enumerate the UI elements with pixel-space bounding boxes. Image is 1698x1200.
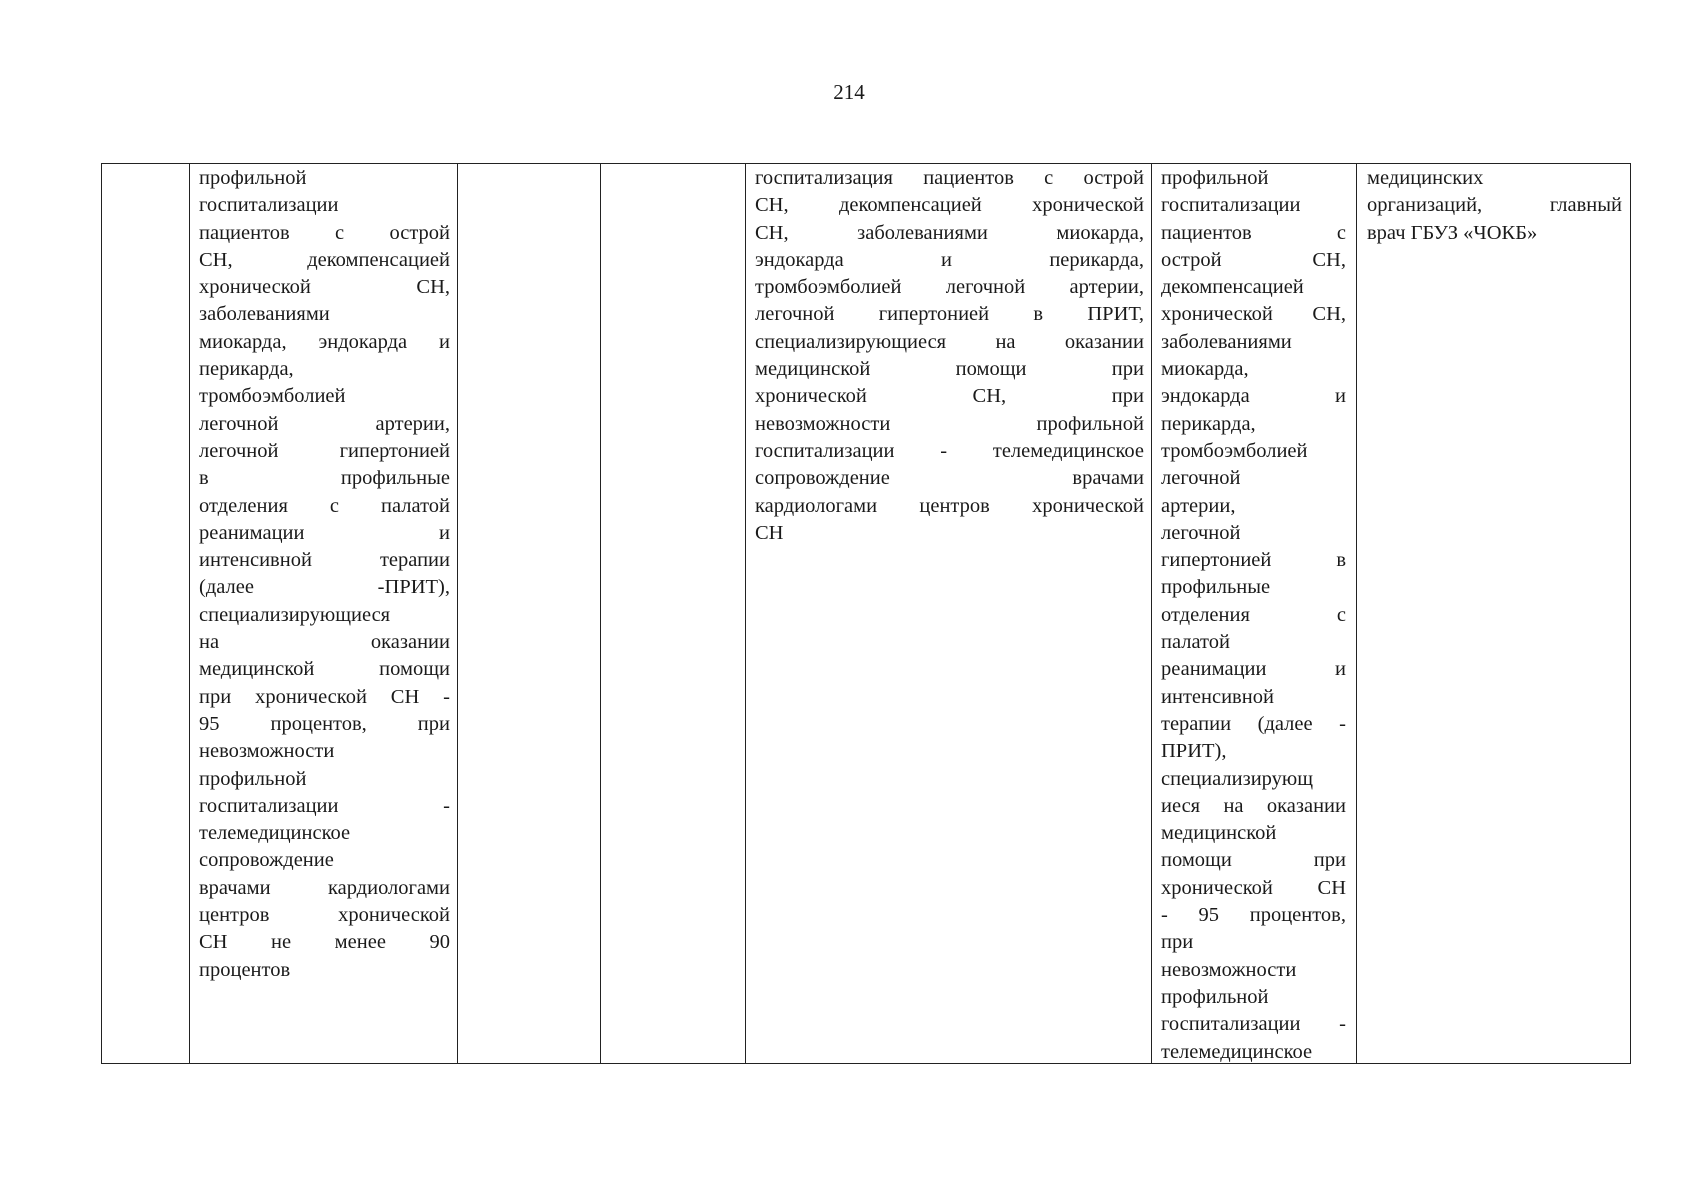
text-line: интенсивной [1161, 685, 1274, 708]
text-line: сопровождение врачами [755, 467, 1144, 490]
text-line: пациентов с [1161, 221, 1346, 244]
text-line: специализирующ [1161, 767, 1313, 790]
text-line: хронической СН, [199, 276, 450, 299]
table-cell-2 [189, 164, 457, 1063]
text-line: специализирующиеся [199, 603, 391, 626]
text-line: реанимации и [199, 521, 450, 544]
text-line: телемедицинское [1161, 1040, 1313, 1063]
text-line: хронической СН, при [755, 385, 1144, 408]
text-line: при хронической СН - [199, 685, 450, 708]
text-line: госпитализации - [1161, 1013, 1346, 1036]
table-cell-7 [1356, 164, 1630, 1063]
text-line: гипертонией в [1161, 549, 1346, 572]
text-line: невозможности профильной [755, 412, 1144, 435]
text-line: (далее -ПРИТ), [199, 576, 450, 599]
text-line: тромбоэмболией [1161, 439, 1308, 462]
text-line: интенсивной терапии [199, 549, 450, 572]
text-line: невозможности [199, 740, 335, 763]
text-line: врачами кардиологами [199, 876, 450, 899]
text-line: телемедицинское [199, 822, 351, 845]
text-line: сопровождение [199, 849, 334, 872]
text-line: эндокарда и перикарда, [755, 248, 1144, 271]
text-line: заболеваниями [199, 303, 330, 326]
text-line: при [1161, 931, 1194, 954]
cell-text-col5 [746, 164, 1151, 547]
text-line: - 95 процентов, [1161, 904, 1346, 927]
text-line: перикарда, [199, 358, 294, 381]
text-line: легочной [1161, 521, 1241, 544]
text-line: отделения с палатой [199, 494, 450, 517]
text-line: медицинских [1367, 167, 1484, 189]
cell-text-col2 [190, 164, 457, 984]
cell-text-col7 [1357, 164, 1630, 247]
text-line: специализирующиеся на оказании [755, 330, 1144, 353]
text-line: процентов [199, 958, 291, 981]
text-line: СН, заболеваниями миокарда, [755, 221, 1144, 244]
text-line: СН, декомпенсацией [199, 248, 450, 271]
text-line: профильной [1161, 167, 1269, 189]
text-line: легочной артерии, [199, 412, 450, 435]
text-line: центров хронической [199, 904, 450, 927]
text-line: в профильные [199, 467, 450, 490]
text-line: миокарда, [1161, 358, 1249, 381]
text-line: артерии, [1161, 494, 1236, 517]
text-line: терапии (далее - [1161, 712, 1346, 735]
text-line: врач ГБУЗ «ЧОКБ» [1367, 221, 1538, 244]
text-line: хронической СН, [1161, 303, 1346, 326]
text-line: медицинской [1161, 822, 1277, 845]
text-line: реанимации и [1161, 658, 1346, 681]
text-line: тромбоэмболией [199, 385, 346, 408]
text-line: на оказании [199, 631, 450, 654]
table-cell-1 [102, 164, 189, 1063]
text-line: миокарда, эндокарда и [199, 330, 450, 353]
text-line: легочной гипертонией в ПРИТ, [755, 303, 1144, 326]
text-line: организаций, главный [1367, 194, 1622, 217]
table-cell-3 [457, 164, 600, 1063]
text-line: острой СН, [1161, 248, 1346, 271]
text-line: госпитализации [199, 194, 339, 217]
text-line: палатой [1161, 631, 1230, 654]
text-line: кардиологами центров хронической [755, 494, 1144, 517]
cell-text-col6 [1152, 164, 1356, 1063]
text-line: хронической СН [1161, 876, 1346, 899]
text-line: эндокарда и [1161, 385, 1346, 408]
text-line: профильной [199, 167, 307, 189]
text-line: медицинской помощи [199, 658, 450, 681]
text-line: СН [755, 521, 784, 544]
table-cell-5 [745, 164, 1151, 1063]
text-line: 95 процентов, при [199, 712, 450, 735]
text-line: госпитализации - телемедицинское [755, 439, 1144, 462]
text-line: легочной [1161, 467, 1241, 490]
text-line: тромбоэмболией легочной артерии, [755, 276, 1144, 299]
text-line: легочной гипертонией [199, 439, 450, 462]
text-line: профильной [1161, 985, 1269, 1008]
text-line: помощи при [1161, 849, 1346, 872]
text-line: профильные [1161, 576, 1271, 599]
text-line: госпитализации [1161, 194, 1301, 217]
table-cell-4 [600, 164, 745, 1063]
page-number: 214 [833, 80, 865, 104]
text-line: медицинской помощи при [755, 358, 1144, 381]
document-table [101, 163, 1631, 1064]
table-cell-6 [1151, 164, 1356, 1063]
text-line: заболеваниями [1161, 330, 1292, 353]
text-line: СН не менее 90 [199, 931, 450, 954]
text-line: госпитализации - [199, 794, 450, 817]
text-line: пациентов с острой [199, 221, 450, 244]
text-line: невозможности [1161, 958, 1297, 981]
text-line: профильной [199, 767, 307, 790]
text-line: ПРИТ), [1161, 740, 1227, 763]
text-line: перикарда, [1161, 412, 1256, 435]
text-line: СН, декомпенсацией хронической [755, 194, 1144, 217]
text-line: отделения с [1161, 603, 1346, 626]
text-line: иеся на оказании [1161, 794, 1346, 817]
text-line: декомпенсацией [1161, 276, 1304, 299]
text-line: госпитализация пациентов с острой [755, 167, 1144, 189]
